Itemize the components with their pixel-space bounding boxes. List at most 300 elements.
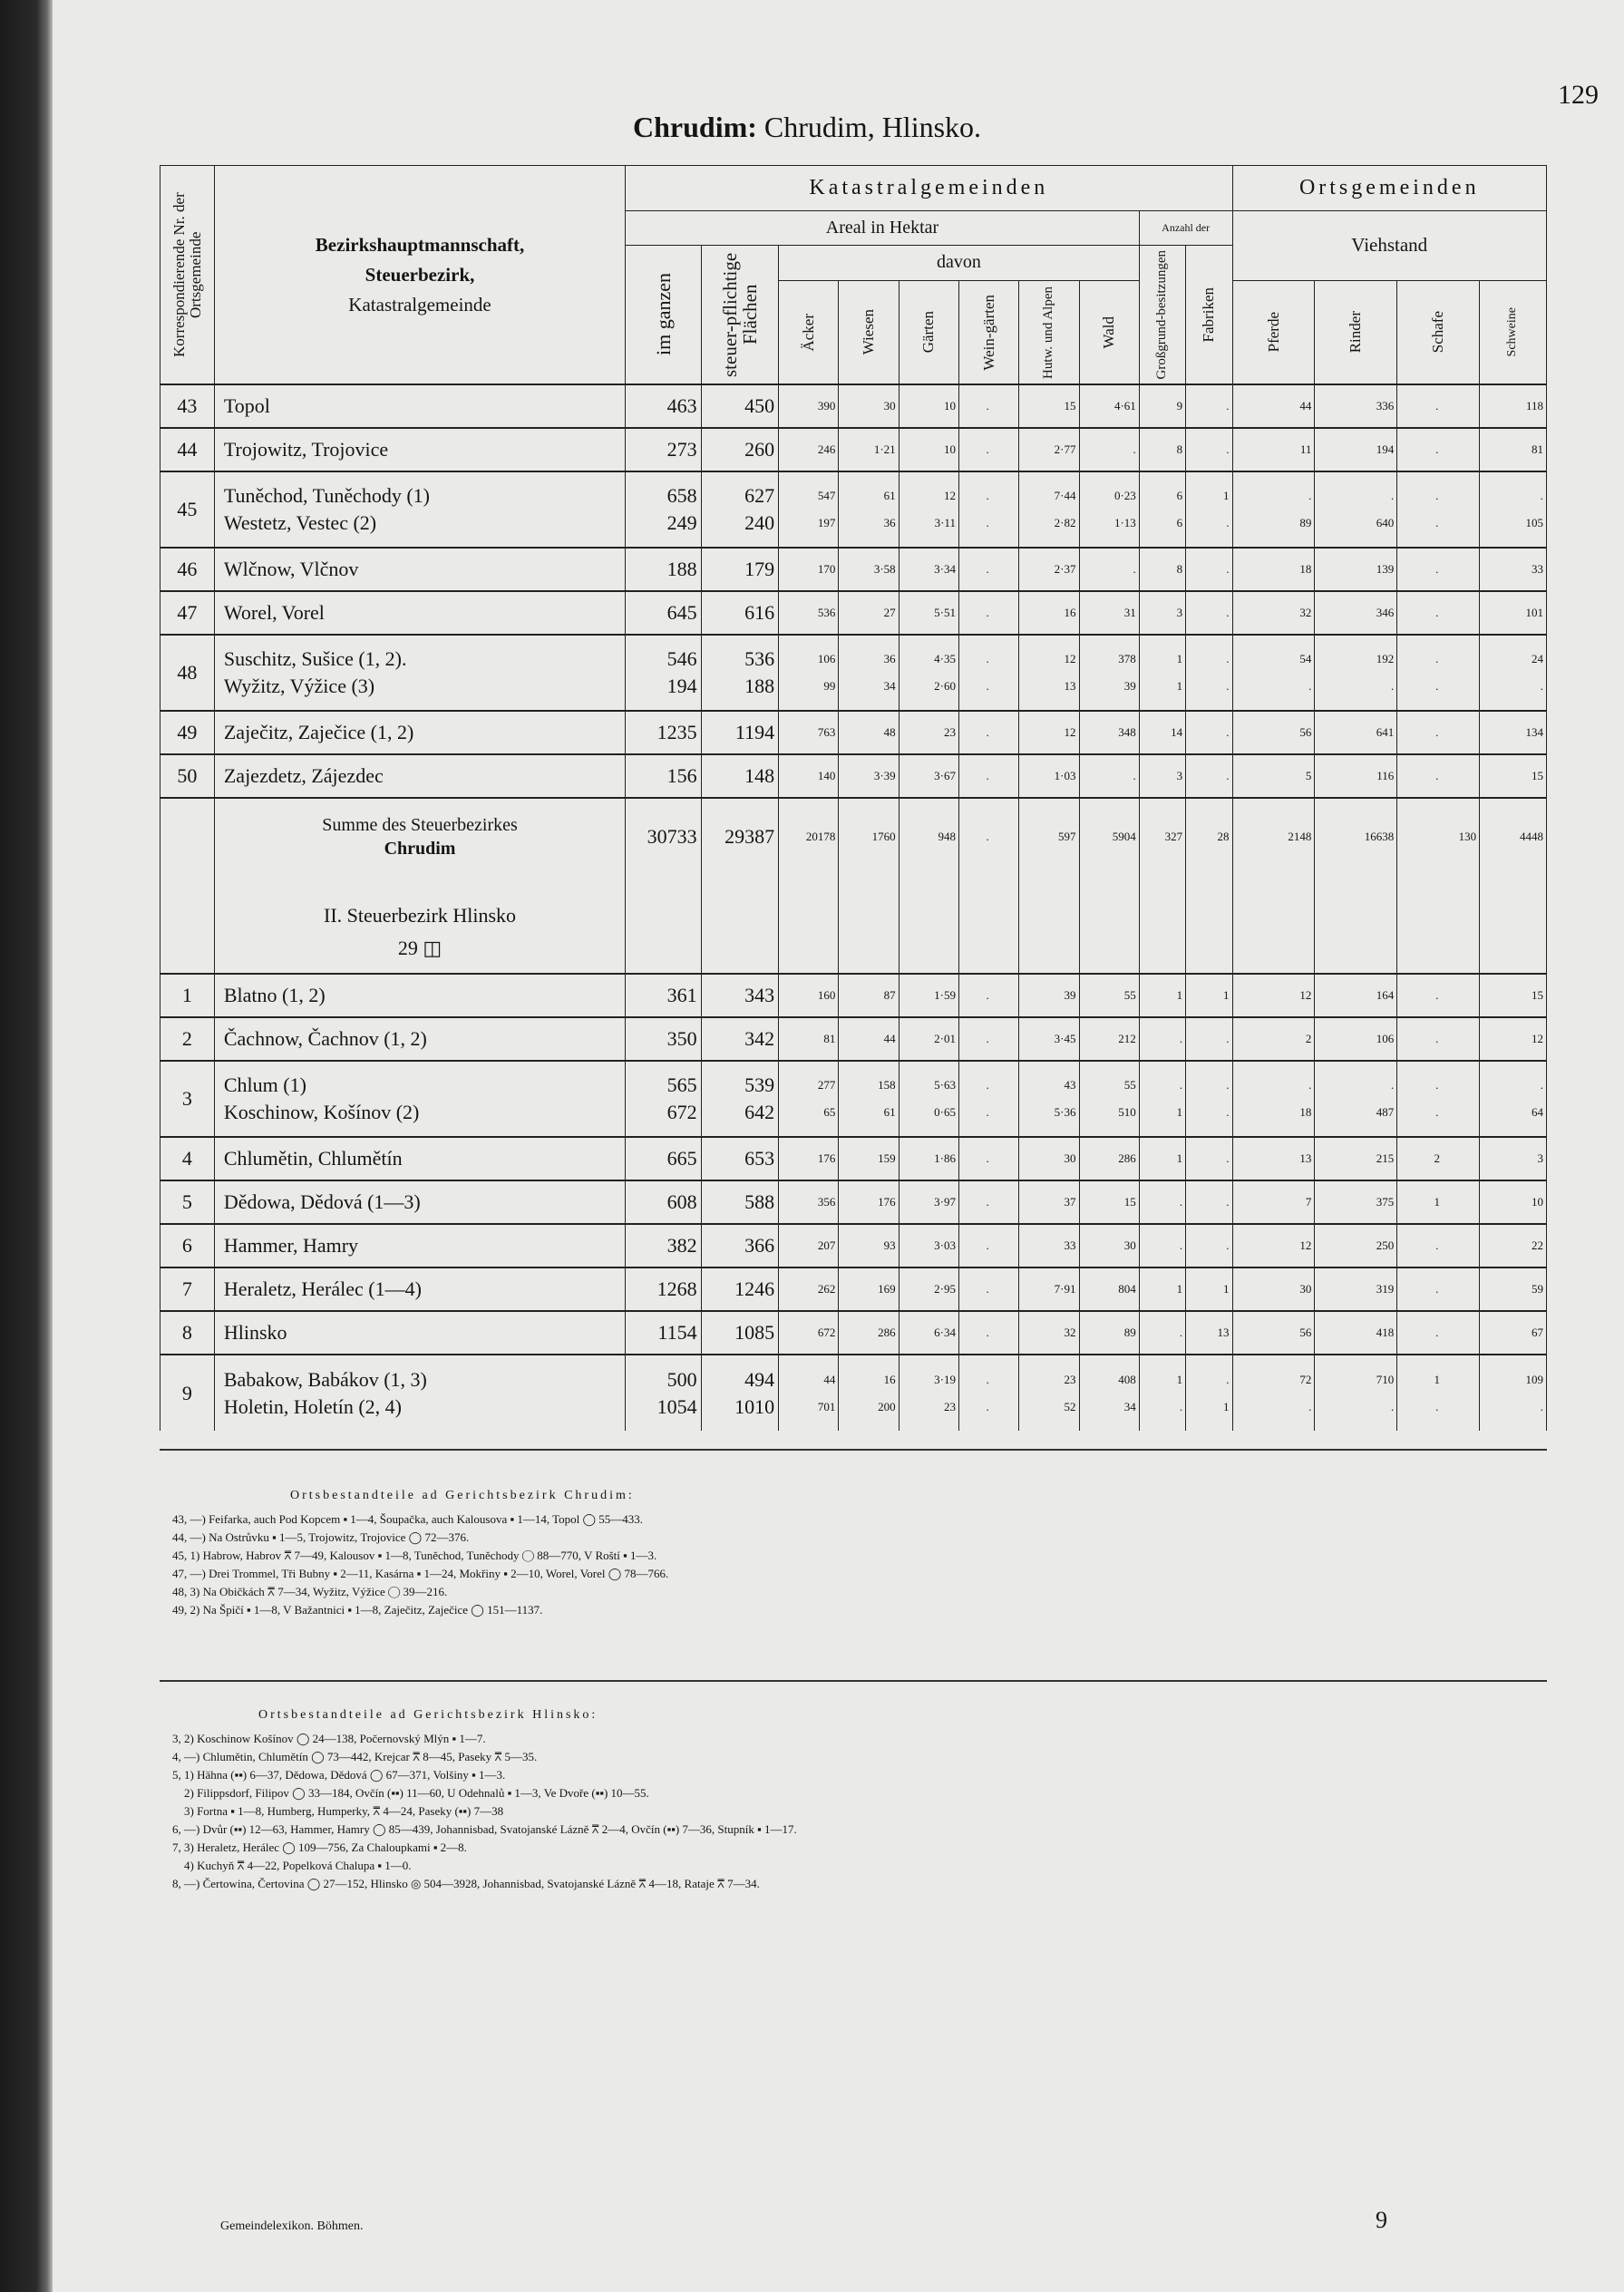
page — [53, 0, 1624, 2292]
area-wiesen: 36 34 — [839, 635, 899, 711]
place-name: Babakow, Babákov (1, 3) Holetin, Holetín (2, 4) — [214, 1355, 625, 1431]
table-body-summe — [160, 798, 1547, 974]
table-row — [160, 711, 1547, 754]
count-rinder: 346 — [1315, 591, 1397, 635]
area-hutweiden: 12 13 — [1019, 635, 1079, 711]
table-row — [160, 471, 1547, 548]
footnote-line: 44, —) Na Ostrůvku ▪ 1—5, Trojowitz, Trojovice ◯ 72—376. — [172, 1530, 470, 1544]
count-rinder: 164 — [1315, 974, 1397, 1017]
row-number: 3 — [160, 1061, 215, 1137]
col-katastral: Katastralgemeinden — [626, 166, 1232, 211]
col-weingaerten: Wein-gärten — [958, 280, 1018, 384]
area-gaerten: 3·03 — [899, 1224, 958, 1267]
count-schafe: . — [1397, 428, 1480, 471]
area-hutweiden: 39 — [1019, 974, 1079, 1017]
count-schafe: . — [1397, 1017, 1480, 1061]
row-number: 46 — [160, 548, 215, 591]
area-hutweiden: 33 — [1019, 1224, 1079, 1267]
sum-value: 30733 — [626, 798, 701, 874]
area-wiesen: 87 — [839, 974, 899, 1017]
sum-value: 29387 — [701, 798, 779, 874]
count-fabriken: 1 . — [1186, 471, 1232, 548]
col-acker: Äcker — [779, 280, 839, 384]
area-wiesen: 3·58 — [839, 548, 899, 591]
row-number: 43 — [160, 384, 215, 428]
count-grossgrund: . — [1139, 1311, 1185, 1355]
area-wald: 212 — [1079, 1017, 1139, 1061]
count-fabriken: . — [1186, 711, 1232, 754]
count-grossgrund: 3 — [1139, 591, 1185, 635]
statistics-table — [160, 165, 1547, 1431]
area-wiesen: 44 — [839, 1017, 899, 1061]
place-name: Topol — [214, 384, 625, 428]
area-taxable: 653 — [701, 1137, 779, 1180]
area-wiesen: 286 — [839, 1311, 899, 1355]
count-schafe: . — [1397, 548, 1480, 591]
count-schweine: 118 — [1480, 384, 1547, 428]
footnotes-heading: Ortsbestandteile ad Gerichtsbezirk Chrudim: — [290, 1489, 635, 1502]
page-number: 129 — [1558, 80, 1599, 110]
area-wald: . — [1079, 754, 1139, 798]
count-rinder: 710 . — [1315, 1355, 1397, 1431]
area-wiesen: 30 — [839, 384, 899, 428]
area-weingaerten: . — [958, 1224, 1018, 1267]
sum-value: 327 — [1139, 798, 1185, 874]
area-gaerten: 12 3·11 — [899, 471, 958, 548]
footnote-line: 7, 3) Heraletz, Herálec ◯ 109—756, Za Chaloupkami ▪ 2—8. — [172, 1840, 467, 1854]
area-gaerten: 3·19 23 — [899, 1355, 958, 1431]
area-taxable: 366 — [701, 1224, 779, 1267]
area-weingaerten: . — [958, 1180, 1018, 1224]
place-name: Čachnow, Čachnov (1, 2) — [214, 1017, 625, 1061]
place-name: Trojowitz, Trojovice — [214, 428, 625, 471]
count-rinder: 194 — [1315, 428, 1397, 471]
area-acker: 246 — [779, 428, 839, 471]
count-pferde: 54 . — [1232, 635, 1315, 711]
count-rinder: 116 — [1315, 754, 1397, 798]
count-pferde: 12 — [1232, 1224, 1315, 1267]
table-row — [160, 974, 1547, 1017]
area-weingaerten: . — [958, 1311, 1018, 1355]
area-weingaerten: . — [958, 1137, 1018, 1180]
table-row — [160, 1311, 1547, 1355]
area-gaerten: 2·95 — [899, 1267, 958, 1311]
table-row — [160, 428, 1547, 471]
count-grossgrund: 3 — [1139, 754, 1185, 798]
count-pferde: . 89 — [1232, 471, 1315, 548]
area-acker: 390 — [779, 384, 839, 428]
col-wiesen: Wiesen — [839, 280, 899, 384]
footnote-line: 43, —) Feifarka, auch Pod Kopcem ▪ 1—4, Šoupačka, auch Kalousova ▪ 1—14, Topol ◯ 55—433. — [172, 1512, 644, 1526]
area-wald: 348 — [1079, 711, 1139, 754]
count-rinder: 106 — [1315, 1017, 1397, 1061]
col-im-ganzen: im ganzen — [626, 246, 701, 385]
table-row — [160, 635, 1547, 711]
count-schweine: 15 — [1480, 974, 1547, 1017]
place-name: Dědowa, Dědová (1—3) — [214, 1180, 625, 1224]
count-schweine: . 105 — [1480, 471, 1547, 548]
area-wald: 30 — [1079, 1224, 1139, 1267]
area-wiesen: 93 — [839, 1224, 899, 1267]
place-name: Zajezdetz, Zájezdec — [214, 754, 625, 798]
area-acker: 170 — [779, 548, 839, 591]
col-gaerten: Gärten — [899, 280, 958, 384]
count-rinder: . 640 — [1315, 471, 1397, 548]
area-gaerten: 23 — [899, 711, 958, 754]
col-schweine: Schweine — [1480, 280, 1547, 384]
footnote-line: 4, —) Chlumětin, Chlumětín ◯ 73—442, Krejcar ⩞ 8—45, Paseky ⩞ 5—35. — [172, 1750, 538, 1763]
area-weingaerten: . — [958, 754, 1018, 798]
area-hutweiden: 15 — [1019, 384, 1079, 428]
area-total: 463 — [626, 384, 701, 428]
area-wald: 408 34 — [1079, 1355, 1139, 1431]
sum-value: 1760 — [839, 798, 899, 874]
area-acker: 207 — [779, 1224, 839, 1267]
area-hutweiden: 37 — [1019, 1180, 1079, 1224]
count-schweine: 109 . — [1480, 1355, 1547, 1431]
area-taxable: 342 — [701, 1017, 779, 1061]
footnote-line: 49, 2) Na Špičí ▪ 1—8, V Bažantnici ▪ 1—8, Zaječitz, Zaječice ◯ 151—1137. — [172, 1603, 543, 1617]
count-pferde: 13 — [1232, 1137, 1315, 1180]
footnote-line: 48, 3) Na Običkách ⩞ 7—34, Wyžitz, Výžice ◯ 39—216. — [172, 1585, 448, 1598]
count-rinder: 192 . — [1315, 635, 1397, 711]
count-fabriken: . — [1186, 1017, 1232, 1061]
area-wiesen: 48 — [839, 711, 899, 754]
col-hutweiden: Hutw. und Alpen — [1019, 280, 1079, 384]
sum-value: 20178 — [779, 798, 839, 874]
area-taxable: 1085 — [701, 1311, 779, 1355]
area-gaerten: 3·67 — [899, 754, 958, 798]
footnotes-heading: Ortsbestandteile ad Gerichtsbezirk Hlinsko: — [258, 1708, 598, 1722]
row-number: 8 — [160, 1311, 215, 1355]
col-korr: Korrespondierende Nr. der Ortsgemeinde — [160, 166, 215, 385]
count-schafe: . — [1397, 591, 1480, 635]
count-grossgrund: 1 — [1139, 1137, 1185, 1180]
col-davon: davon — [779, 246, 1140, 281]
area-gaerten: 10 — [899, 428, 958, 471]
count-rinder: 375 — [1315, 1180, 1397, 1224]
count-pferde: 18 — [1232, 548, 1315, 591]
row-number: 45 — [160, 471, 215, 548]
area-total: 273 — [626, 428, 701, 471]
area-gaerten: 10 — [899, 384, 958, 428]
count-grossgrund: 8 — [1139, 548, 1185, 591]
count-grossgrund: 1 — [1139, 1267, 1185, 1311]
area-wald: 804 — [1079, 1267, 1139, 1311]
count-grossgrund: 6 6 — [1139, 471, 1185, 548]
count-schafe: . — [1397, 384, 1480, 428]
count-grossgrund: 8 — [1139, 428, 1185, 471]
area-hutweiden: 23 52 — [1019, 1355, 1079, 1431]
count-schafe: 1 . — [1397, 1355, 1480, 1431]
area-weingaerten: . — [958, 1017, 1018, 1061]
count-fabriken: . — [1186, 591, 1232, 635]
area-hutweiden: 43 5·36 — [1019, 1061, 1079, 1137]
row-number: 4 — [160, 1137, 215, 1180]
area-wald: . — [1079, 428, 1139, 471]
area-total: 665 — [626, 1137, 701, 1180]
area-wiesen: 169 — [839, 1267, 899, 1311]
count-schweine: 101 — [1480, 591, 1547, 635]
area-taxable: 343 — [701, 974, 779, 1017]
area-acker: 536 — [779, 591, 839, 635]
sum-value: 130 — [1397, 798, 1480, 874]
table-row — [160, 754, 1547, 798]
count-schweine: 33 — [1480, 548, 1547, 591]
sum-value: 16638 — [1315, 798, 1397, 874]
count-schweine: 24 . — [1480, 635, 1547, 711]
count-schafe: . — [1397, 1311, 1480, 1355]
area-weingaerten: . — [958, 428, 1018, 471]
place-name: Hammer, Hamry — [214, 1224, 625, 1267]
area-weingaerten: . . — [958, 1061, 1018, 1137]
count-fabriken: 1 — [1186, 1267, 1232, 1311]
row-number: 44 — [160, 428, 215, 471]
place-name: Heraletz, Herálec (1—4) — [214, 1267, 625, 1311]
col-pferde: Pferde — [1232, 280, 1315, 384]
area-total: 350 — [626, 1017, 701, 1061]
count-fabriken: . . — [1186, 1061, 1232, 1137]
count-schweine: 10 — [1480, 1180, 1547, 1224]
area-total: 645 — [626, 591, 701, 635]
count-fabriken: . — [1186, 1180, 1232, 1224]
area-wiesen: 176 — [839, 1180, 899, 1224]
table-row — [160, 591, 1547, 635]
count-grossgrund: 1 1 — [1139, 635, 1185, 711]
area-wald: 55 — [1079, 974, 1139, 1017]
area-weingaerten: . . — [958, 1355, 1018, 1431]
area-gaerten: 3·97 — [899, 1180, 958, 1224]
area-taxable: 616 — [701, 591, 779, 635]
area-gaerten: 5·51 — [899, 591, 958, 635]
area-taxable: 179 — [701, 548, 779, 591]
area-hutweiden: 7·44 2·82 — [1019, 471, 1079, 548]
area-total: 1154 — [626, 1311, 701, 1355]
row-number: 9 — [160, 1355, 215, 1431]
count-schweine: . 64 — [1480, 1061, 1547, 1137]
area-total: 565 672 — [626, 1061, 701, 1137]
area-wald: 31 — [1079, 591, 1139, 635]
table-row — [160, 1224, 1547, 1267]
area-wiesen: 1·21 — [839, 428, 899, 471]
area-total: 658 249 — [626, 471, 701, 548]
area-total: 382 — [626, 1224, 701, 1267]
table-body-chrudim — [160, 384, 1547, 798]
table-row — [160, 1137, 1547, 1180]
area-hutweiden: 2·37 — [1019, 548, 1079, 591]
area-taxable: 450 — [701, 384, 779, 428]
count-grossgrund: 1 . — [1139, 1355, 1185, 1431]
area-wald: 15 — [1079, 1180, 1139, 1224]
count-pferde: 44 — [1232, 384, 1315, 428]
footnote-line: 2) Filippsdorf, Filipov ◯ 33—184, Ovčín (▪▪) 11—60, U Odehnalů ▪ 1—3, Ve Dvoře (▪▪) 10—55. — [172, 1786, 649, 1800]
col-viehstand: Viehstand — [1232, 211, 1547, 281]
row-number: 5 — [160, 1180, 215, 1224]
count-fabriken: . 1 — [1186, 1355, 1232, 1431]
book-binding-edge — [0, 0, 53, 2292]
count-pferde: 12 — [1232, 974, 1315, 1017]
row-number: 2 — [160, 1017, 215, 1061]
count-fabriken: 13 — [1186, 1311, 1232, 1355]
count-grossgrund: 1 — [1139, 974, 1185, 1017]
place-name: Chlumětin, Chlumětín — [214, 1137, 625, 1180]
signature-number: 9 — [1376, 2207, 1387, 2233]
area-wiesen: 61 36 — [839, 471, 899, 548]
count-schweine: 59 — [1480, 1267, 1547, 1311]
area-taxable: 588 — [701, 1180, 779, 1224]
count-pferde: 2 — [1232, 1017, 1315, 1061]
count-schafe: 1 — [1397, 1180, 1480, 1224]
area-weingaerten: . — [958, 384, 1018, 428]
count-grossgrund: . — [1139, 1017, 1185, 1061]
area-acker: 262 — [779, 1267, 839, 1311]
footnotes-hlinsko — [172, 1706, 1532, 1893]
place-name: Zaječitz, Zaječice (1, 2) — [214, 711, 625, 754]
area-total: 156 — [626, 754, 701, 798]
footnote-line: 5, 1) Hähna (▪▪) 6—37, Dědowa, Dědová ◯ 67—371, Volšiny ▪ 1—3. — [172, 1768, 506, 1782]
place-name: Tuněchod, Tuněchody (1) Westetz, Vestec (2) — [214, 471, 625, 548]
count-pferde: 5 — [1232, 754, 1315, 798]
count-rinder: 641 — [1315, 711, 1397, 754]
area-hutweiden: 3·45 — [1019, 1017, 1079, 1061]
place-name: Chlum (1) Koschinow, Košínov (2) — [214, 1061, 625, 1137]
footnote-divider — [160, 1680, 1547, 1682]
footnote-line: 8, —) Čertowina, Čertovina ◯ 27—152, Hlinsko ◎ 504—3928, Johannisbad, Svatojanské Lázně ⩞ 4—18, Rataje ⩞ 7—34. — [172, 1877, 760, 1890]
area-taxable: 148 — [701, 754, 779, 798]
area-wald: 0·23 1·13 — [1079, 471, 1139, 548]
col-ortsgemeinden: Ortsgemeinden — [1232, 166, 1547, 211]
area-weingaerten: . — [958, 974, 1018, 1017]
table-row — [160, 1267, 1547, 1311]
row-number: 6 — [160, 1224, 215, 1267]
count-grossgrund: . — [1139, 1180, 1185, 1224]
sum-value: 597 — [1019, 798, 1079, 874]
count-fabriken: . — [1186, 428, 1232, 471]
count-pferde: . 18 — [1232, 1061, 1315, 1137]
section-heading: II. Steuerbezirk Hlinsko 29 ◫ — [214, 874, 625, 974]
area-wiesen: 3·39 — [839, 754, 899, 798]
area-acker: 672 — [779, 1311, 839, 1355]
count-schweine: 22 — [1480, 1224, 1547, 1267]
area-wiesen: 159 — [839, 1137, 899, 1180]
place-name: Wlčnow, Vlčnov — [214, 548, 625, 591]
table-row — [160, 384, 1547, 428]
count-pferde: 72 . — [1232, 1355, 1315, 1431]
area-acker: 356 — [779, 1180, 839, 1224]
area-total: 188 — [626, 548, 701, 591]
sum-value: 28 — [1186, 798, 1232, 874]
area-acker: 176 — [779, 1137, 839, 1180]
area-wald: 4·61 — [1079, 384, 1139, 428]
footnote-line: 3) Fortna ▪ 1—8, Humberg, Humperky, ⩞ 4—24, Paseky (▪▪) 7—38 — [172, 1804, 504, 1818]
table-bottom-rule — [160, 1449, 1547, 1451]
count-rinder: 418 — [1315, 1311, 1397, 1355]
area-wiesen: 158 61 — [839, 1061, 899, 1137]
area-total: 361 — [626, 974, 701, 1017]
count-pferde: 30 — [1232, 1267, 1315, 1311]
area-hutweiden: 2·77 — [1019, 428, 1079, 471]
count-grossgrund: . — [1139, 1224, 1185, 1267]
count-schweine: 67 — [1480, 1311, 1547, 1355]
sum-value: 4448 — [1480, 798, 1547, 874]
area-wald: 89 — [1079, 1311, 1139, 1355]
area-gaerten: 4·35 2·60 — [899, 635, 958, 711]
area-weingaerten: . . — [958, 471, 1018, 548]
footnote-line: 4) Kuchyň ⩞ 4—22, Popelková Chalupa ▪ 1—0. — [172, 1859, 412, 1872]
col-areal: Areal in Hektar — [626, 211, 1140, 246]
count-schafe: . — [1397, 974, 1480, 1017]
page-title: Chrudim: Chrudim, Hlinsko. — [633, 111, 982, 143]
place-name: Worel, Vorel — [214, 591, 625, 635]
area-taxable: 1194 — [701, 711, 779, 754]
count-pferde: 56 — [1232, 1311, 1315, 1355]
count-grossgrund: . 1 — [1139, 1061, 1185, 1137]
count-schweine: 15 — [1480, 754, 1547, 798]
area-acker: 763 — [779, 711, 839, 754]
area-taxable: 627 240 — [701, 471, 779, 548]
col-bezirk: Bezirkshauptmannschaft, Steuerbezirk, Katastralgemeinde — [214, 166, 625, 385]
count-schweine: 3 — [1480, 1137, 1547, 1180]
footnotes-chrudim — [172, 1487, 1532, 1619]
area-total: 608 — [626, 1180, 701, 1224]
count-pferde: 56 — [1232, 711, 1315, 754]
count-schafe: . — [1397, 754, 1480, 798]
area-acker: 81 — [779, 1017, 839, 1061]
count-fabriken: . — [1186, 1137, 1232, 1180]
area-weingaerten: . — [958, 591, 1018, 635]
place-name: Blatno (1, 2) — [214, 974, 625, 1017]
count-schweine: 12 — [1480, 1017, 1547, 1061]
footer-source: Gemeindelexikon. Böhmen. — [220, 2219, 364, 2233]
area-taxable: 494 1010 — [701, 1355, 779, 1431]
count-grossgrund: 14 — [1139, 711, 1185, 754]
area-total: 546 194 — [626, 635, 701, 711]
count-schafe: . — [1397, 711, 1480, 754]
table-row — [160, 1355, 1547, 1431]
col-anzahl: Anzahl der — [1139, 211, 1232, 246]
count-rinder: 250 — [1315, 1224, 1397, 1267]
footnote-line: 45, 1) Habrow, Habrov ⩞ 7—49, Kalousov ▪ 1—8, Tuněchod, Tuněchody ◯ 88—770, V Roští ▪ 1—3. — [172, 1549, 657, 1562]
area-wald: 378 39 — [1079, 635, 1139, 711]
count-schafe: . — [1397, 1267, 1480, 1311]
count-schafe: 2 — [1397, 1137, 1480, 1180]
count-schafe: . — [1397, 1224, 1480, 1267]
col-schafe: Schafe — [1397, 280, 1480, 384]
count-fabriken: . — [1186, 754, 1232, 798]
area-hutweiden: 7·91 — [1019, 1267, 1079, 1311]
area-hutweiden: 32 — [1019, 1311, 1079, 1355]
place-name: Suschitz, Sušice (1, 2). Wyžitz, Výžice (3) — [214, 635, 625, 711]
place-name: Hlinsko — [214, 1311, 625, 1355]
sum-value: . — [958, 798, 1018, 874]
table-row — [160, 548, 1547, 591]
area-hutweiden: 16 — [1019, 591, 1079, 635]
table-row — [160, 1180, 1547, 1224]
section-heading-row — [160, 874, 1547, 974]
count-rinder: 215 — [1315, 1137, 1397, 1180]
table-row — [160, 1017, 1547, 1061]
count-fabriken: . — [1186, 548, 1232, 591]
area-taxable: 1246 — [701, 1267, 779, 1311]
row-number: 7 — [160, 1267, 215, 1311]
count-pferde: 11 — [1232, 428, 1315, 471]
footnote-line: 6, —) Dvůr (▪▪) 12—63, Hammer, Hamry ◯ 85—439, Johannisbad, Svatojanské Lázně ⩞ 2—4, Ovčín (▪▪) 7—36, Stupník ▪ 1—17. — [172, 1822, 797, 1836]
count-fabriken: . — [1186, 1224, 1232, 1267]
col-rinder: Rinder — [1315, 280, 1397, 384]
area-taxable: 539 642 — [701, 1061, 779, 1137]
area-wald: . — [1079, 548, 1139, 591]
row-number: 1 — [160, 974, 215, 1017]
